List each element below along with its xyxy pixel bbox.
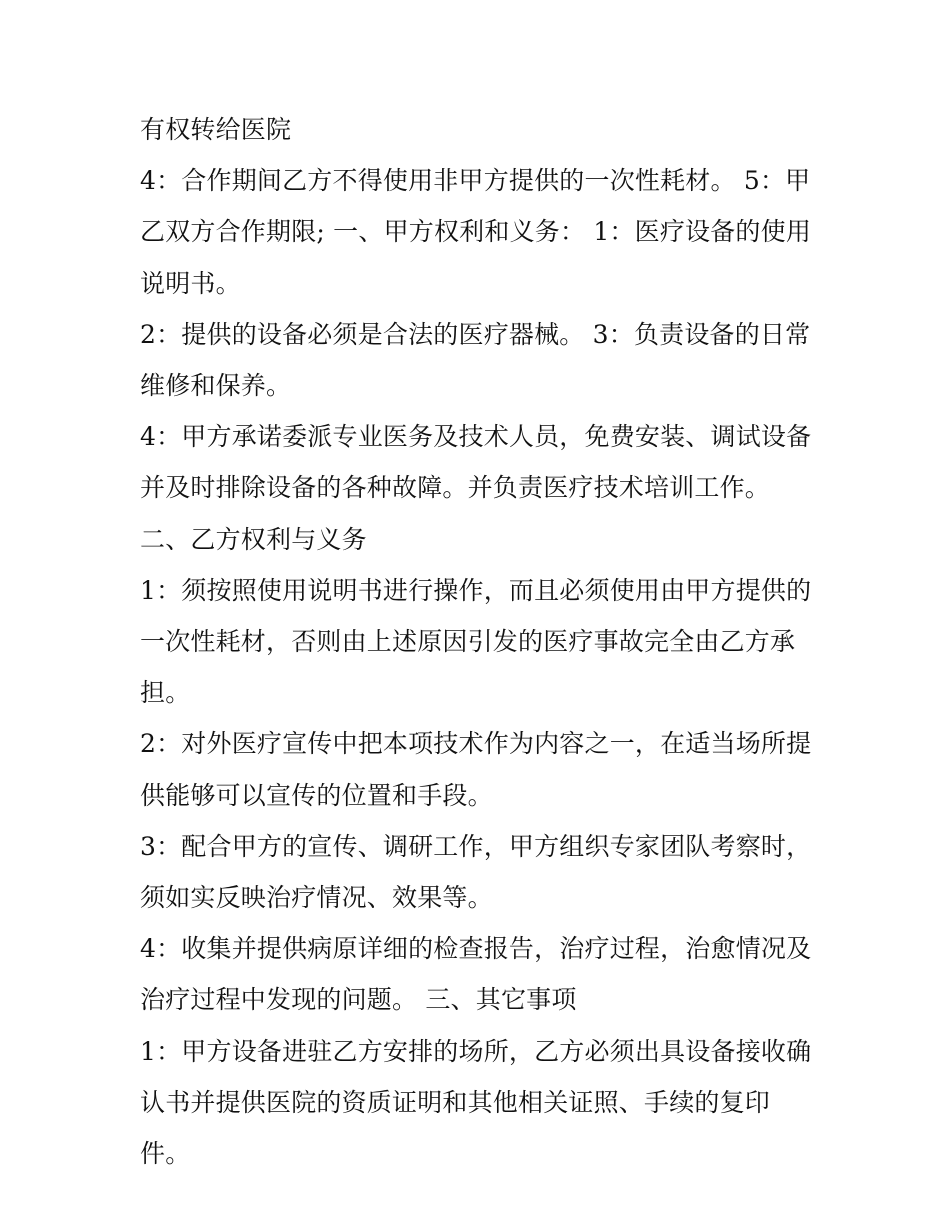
paragraph-1: 有权转给医院 [140,115,292,144]
paragraph-3: 2：提供的设备必须是合法的医疗器械。 3：负责设备的日常维修和保养。 [140,319,811,401]
paragraph-4: 4：甲方承诺委派专业医务及技术人员，免费安装、调试设备并及时排除设备的各种故障。并负责医疗技术培训工作。 [140,422,812,503]
paragraph-8: 3：配合甲方的宣传、调研工作，甲方组织专家团队考察时，须如实反映治疗情况、效果等。 [140,831,812,913]
paragraph-6: 1：须按照使用说明书进行操作，而且必须使用由甲方提供的一次性耗材，否则由上述原因引发的医疗事故完全由乙方承担。 [140,575,812,708]
section-heading-2: 二、乙方权利与义务 [140,524,367,554]
document-body [140,104,820,1179]
paragraph-7: 2：对外医疗宣传中把本项技术作为内容之一，在适当场所提供能够可以宣传的位置和手段。 [140,729,812,810]
paragraph-10: 1：甲方设备进驻乙方安排的场所，乙方必须出具设备接收确认书并提供医院的资质证明和其他相关证照、手续的复印件。 [140,1036,812,1169]
paragraph-9: 4：收集并提供病原详细的检查报告，治疗过程，治愈情况及治疗过程中发现的问题。 三、其它事项 [140,934,812,1015]
paragraph-2: 4：合作期间乙方不得使用非甲方提供的一次性耗材。 5：甲乙双方合作期限; 一、甲方权利和义务： 1：医疗设备的使用说明书。 [140,166,812,298]
